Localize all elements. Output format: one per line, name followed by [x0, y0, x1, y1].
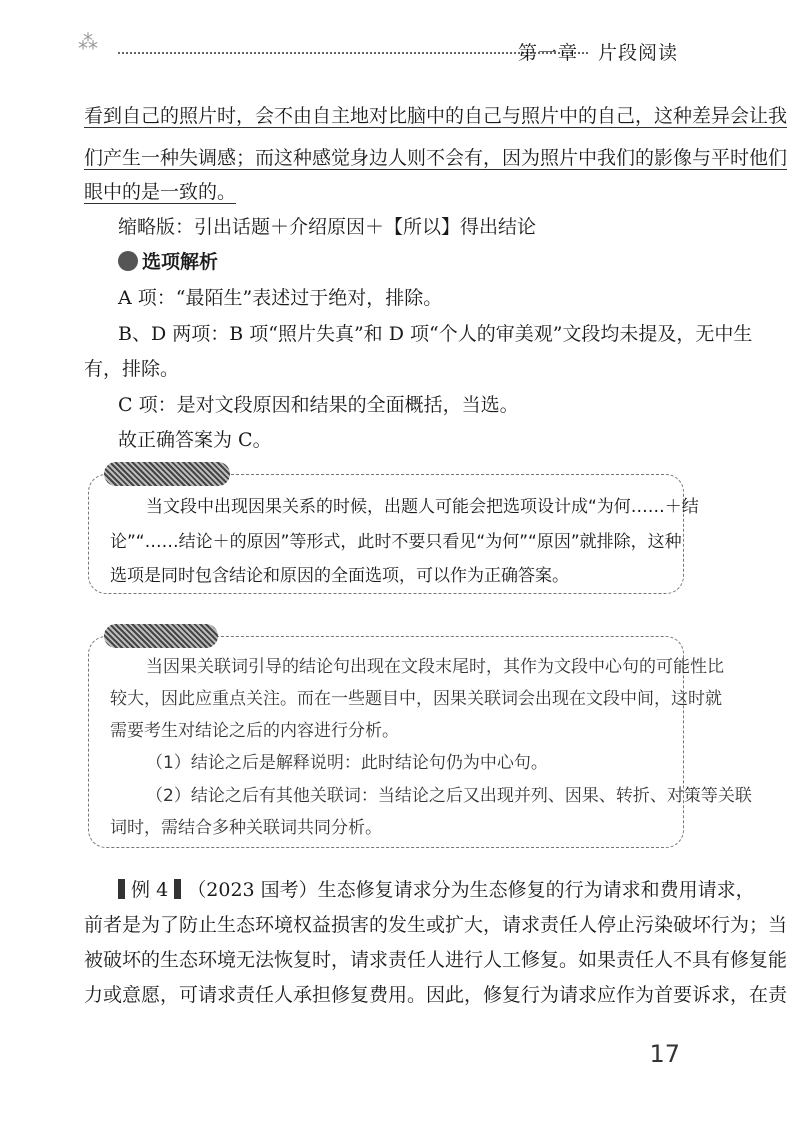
- note-line-2: 较大，因此应重点关注。而在一些题目中，因果关联词会出现在文段中间，这时就: [110, 689, 722, 709]
- analysis-title: 选项解析: [142, 251, 219, 273]
- page-header: [78, 30, 678, 70]
- page-number: 17: [649, 1040, 680, 1068]
- intro-line-2: 们产生一种失调感；而这种感觉身边人则不会有，因为照片中我们的影像与平时他们: [84, 147, 788, 169]
- note-line-6: 词时，需结合多种关联词共同分析。: [110, 818, 382, 838]
- analysis-heading: [118, 250, 218, 274]
- example-text-1: （2023 国考）生态修复请求分为生态修复的行为请求和费用请求，: [187, 879, 755, 901]
- option-bd-line-1: B、D 两项：B 项“照片失真”和 D 项“个人的审美观”文段均未提及，无中生: [118, 323, 753, 345]
- option-c: C 项：是对文段原因和结果的全面概括，当选。: [118, 394, 519, 416]
- tip-box-tag: [104, 462, 230, 486]
- option-bd-line-2: 有，排除。: [84, 358, 180, 380]
- section-badge-icon: [118, 251, 138, 271]
- note-line-3: 需要考生对结论之后的内容进行分析。: [110, 721, 399, 741]
- tip-line-3: 选项是同时包含结论和原因的全面选项，可以作为正确答案。: [110, 566, 569, 586]
- intro-line-3: 眼中的是一致的。: [84, 181, 237, 203]
- publisher-logo-icon: ⁂: [78, 30, 98, 54]
- note-line-4: （1）结论之后是解释说明：此时结论句仍为中心句。: [146, 753, 548, 773]
- example-marker-left-icon: [118, 879, 125, 899]
- note-box-tag: [104, 624, 218, 648]
- intro-line-1: 看到自己的照片时，会不由自主地对比脑中的自己与照片中的自己，这种差异会让我: [84, 105, 788, 127]
- note-line-5: （2）结论之后有其他关联词：当结论之后又出现并列、因果、转折、对策等关联: [146, 786, 752, 806]
- example-line-4: 力或意愿，可请求责任人承担修复费用。因此，修复行为请求应作为首要诉求，在责: [84, 984, 788, 1006]
- correct-answer: 故正确答案为 C。: [118, 429, 272, 451]
- chapter-title: 第一章 片段阅读: [517, 42, 678, 64]
- tip-line-1: 当文段中出现因果关系的时候，出题人可能会把选项设计成“为何……＋结: [146, 497, 699, 517]
- example-label: 例 4: [131, 879, 169, 901]
- tip-line-2: 论”“……结论＋的原因”等形式，此时不要只看见“为何”“原因”就排除，这种: [110, 532, 682, 552]
- summary-line: 缩略版：引出话题＋介绍原因＋【所以】得出结论: [118, 216, 537, 238]
- example-line-2: 前者是为了防止生态环境权益损害的发生或扩大，请求责任人停止污染破坏行为；当: [84, 914, 788, 936]
- option-a: A 项：“最陌生”表述过于绝对，排除。: [118, 287, 443, 309]
- example-line-3: 被破坏的生态环境无法恢复时，请求责任人进行人工修复。如果责任人不具有修复能: [84, 949, 788, 971]
- note-line-1: 当因果关联词引导的结论句出现在文段末尾时，其作为文段中心句的可能性比: [146, 657, 724, 677]
- example-line-1: [118, 878, 755, 902]
- example-marker-right-icon: [174, 879, 181, 899]
